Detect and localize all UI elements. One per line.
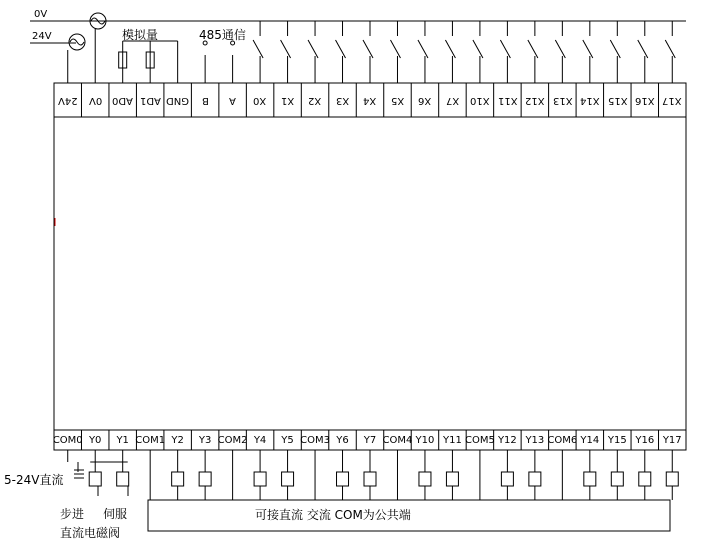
output-load-y2 [172,472,184,486]
output-load-y10 [419,472,431,486]
input-switch-blade [500,40,510,58]
input-terminal-label: X13 [552,94,573,106]
input-terminal-x1 [274,83,301,117]
output-terminal-y6: Y6 [336,434,349,446]
output-terminal-y15: Y15 [607,434,627,446]
output-terminal-y2: Y2 [171,434,184,446]
input-terminal-x0 [246,83,273,117]
power-24v-wave [70,39,84,45]
output-load-y0 [89,472,101,486]
output-terminal-y5: Y5 [281,434,294,446]
input-terminal-x6 [411,83,438,117]
output-terminal-y16: Y16 [635,434,655,446]
input-switch-blade [308,40,318,58]
input-terminal-label: X3 [335,94,350,106]
input-terminal-b [191,83,218,117]
input-terminal-label: X1 [280,94,295,106]
output-load-y1 [117,472,129,486]
input-terminal-x2 [301,83,328,117]
input-terminal-x15 [604,83,631,117]
solenoid-label: 直流电磁阀 [60,526,121,540]
analog-group-label: 模拟量 [122,28,159,42]
output-load-y6 [337,472,349,486]
output-load-y15 [611,472,623,486]
input-terminal-label: AD0 [112,94,134,106]
input-terminal-x14 [576,83,603,117]
output-terminal-com1: COM1 [135,434,166,446]
input-switch-blade [473,40,483,58]
input-switch-blade [638,40,648,58]
input-switch-blade [445,40,455,58]
input-switch-blade [363,40,373,58]
output-load-y13 [529,472,541,486]
input-terminal-label: AD1 [139,94,161,106]
input-terminal-a [219,83,246,117]
input-terminal-x10 [466,83,493,117]
output-load-y7 [364,472,376,486]
input-switch-blade [336,40,346,58]
output-terminal-y12: Y12 [497,434,517,446]
input-terminal-label: X5 [390,94,405,106]
output-terminal-y0: Y0 [88,434,102,446]
servo-label: 伺服 [103,507,128,521]
input-terminal-label: X12 [525,94,545,106]
input-terminal-label: X14 [580,94,600,106]
output-terminal-y7: Y7 [363,434,377,446]
output-load-y11 [446,472,458,486]
input-terminal-label: X4 [363,94,377,106]
output-load-y16 [639,472,651,486]
output-terminal-com3: COM3 [300,434,330,446]
input-terminal-x11 [494,83,521,117]
supply-note: 5-24V直流 [4,473,64,487]
output-terminal-y14: Y14 [580,434,600,446]
stepper-label: 步进 [60,507,85,521]
input-terminal-label: X10 [470,94,490,106]
output-terminal-y17: Y17 [662,434,682,446]
output-terminal-y13: Y13 [525,434,545,446]
input-terminal-label: X11 [497,94,518,106]
output-terminal-com2: COM2 [217,434,248,446]
output-load-y5 [282,472,294,486]
output-terminal-com5: COM5 [464,434,495,446]
input-switch-blade [281,40,291,58]
output-terminal-com0: COM0 [52,434,83,446]
output-terminal-y4: Y4 [253,434,267,446]
output-load-y12 [501,472,513,486]
input-terminal-label: 0V [88,94,102,106]
input-terminal-label: X0 [253,94,267,106]
output-terminal-y10: Y10 [415,434,435,446]
input-switch-blade [610,40,620,58]
input-terminal-ad1 [136,83,163,117]
input-terminal-label: A [229,94,237,106]
rail-0v-label: 0V [34,9,48,20]
output-load-y4 [254,472,266,486]
input-switch-blade [583,40,593,58]
output-load-y14 [584,472,596,486]
input-terminal-label: X2 [308,94,322,106]
input-terminal-x3 [329,83,356,117]
input-terminal-24v [54,83,81,117]
input-terminal-gnd [164,83,191,117]
output-note: 可接直流 交流 COM为公共端 [255,508,411,522]
input-terminal-x17 [659,83,686,117]
plc-body [54,117,686,430]
input-switch-blade [253,40,263,58]
input-terminal-label: X17 [662,94,683,106]
input-switch-blade [418,40,428,58]
input-terminal-label: 24V [57,94,78,106]
output-terminal-com6: COM6 [547,434,578,446]
input-terminal-x13 [549,83,576,117]
output-load-y17 [666,472,678,486]
input-terminal-x7 [439,83,466,117]
input-terminal-0v [81,83,108,117]
input-terminal-ad0 [109,83,136,117]
input-switch-blade [665,40,675,58]
output-terminal-y1: Y1 [116,434,129,446]
input-terminal-x16 [631,83,658,117]
input-terminal-x4 [356,83,383,117]
input-terminal-x5 [384,83,411,117]
input-switch-blade [528,40,538,58]
input-terminal-x12 [521,83,548,117]
input-terminal-label: X6 [418,94,432,106]
output-terminal-y3: Y3 [198,434,212,446]
input-terminal-label: X16 [634,94,655,106]
output-load-y3 [199,472,211,486]
output-terminal-com4: COM4 [382,434,413,446]
input-terminal-label: GND [166,94,190,106]
input-terminal-label: X7 [445,94,460,106]
rail-24v-label: 24V [32,31,52,42]
input-switch-blade [390,40,400,58]
output-terminal-y11: Y11 [443,434,462,446]
input-terminal-label: B [201,94,209,106]
comm485-group-label: 485通信 [199,28,246,42]
input-switch-blade [555,40,565,58]
input-terminal-label: X15 [607,94,628,106]
